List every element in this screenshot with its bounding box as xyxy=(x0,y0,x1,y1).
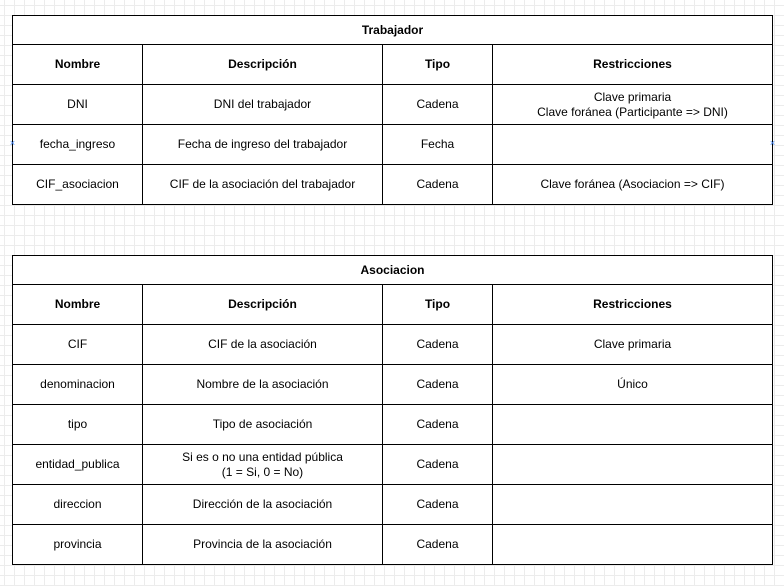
cell-descripcion: Nombre de la asociación xyxy=(143,365,383,404)
cell-nombre: CIF_asociacion xyxy=(13,165,143,204)
cell-tipo: Cadena xyxy=(383,445,493,484)
connection-handle-left[interactable]: × xyxy=(9,138,16,148)
header-tipo: Tipo xyxy=(383,45,493,84)
table-row[interactable] xyxy=(13,365,772,405)
connection-handle-right[interactable]: × xyxy=(769,138,776,148)
cell-restricciones: Clave primaria Clave foránea (Participante => DNI) xyxy=(537,89,728,119)
cell-descripcion: DNI del trabajador xyxy=(143,85,383,124)
table-trabajador[interactable] xyxy=(12,15,773,205)
table-row[interactable] xyxy=(13,405,772,445)
table-row[interactable] xyxy=(13,325,772,365)
cell-descripcion: Dirección de la asociación xyxy=(143,485,383,524)
table-row[interactable] xyxy=(13,525,772,564)
table-row[interactable] xyxy=(13,485,772,525)
header-restricciones: Restricciones xyxy=(593,57,672,71)
cell-tipo: Cadena xyxy=(383,525,493,564)
table-title: Asociacion xyxy=(13,256,772,285)
cell-restricciones: Clave foránea (Asociacion => CIF) xyxy=(540,177,725,191)
cell-descripcion: Tipo de asociación xyxy=(143,405,383,444)
cell-descripcion: Provincia de la asociación xyxy=(143,525,383,564)
cell-nombre: direccion xyxy=(13,485,143,524)
cell-restricciones: Único xyxy=(617,377,648,391)
cell-nombre: CIF xyxy=(13,325,143,364)
header-nombre: Nombre xyxy=(13,45,143,84)
header-nombre: Nombre xyxy=(13,285,143,324)
cell-nombre: DNI xyxy=(13,85,143,124)
cell-descripcion: Si es o no una entidad pública (1 = Si, 0 = No) xyxy=(143,445,383,484)
cell-nombre: provincia xyxy=(13,525,143,564)
header-tipo: Tipo xyxy=(383,285,493,324)
header-restricciones: Restricciones xyxy=(593,297,672,311)
table-header-row xyxy=(13,285,772,325)
cell-restricciones xyxy=(493,125,772,164)
cell-tipo: Cadena xyxy=(383,365,493,404)
cell-descripcion: Fecha de ingreso del trabajador xyxy=(143,125,383,164)
table-row[interactable] xyxy=(13,445,772,485)
cell-restricciones xyxy=(493,525,772,564)
table-title: Trabajador xyxy=(13,16,772,45)
cell-tipo: Fecha xyxy=(383,125,493,164)
table-row[interactable] xyxy=(13,165,772,204)
cell-restricciones: Clave primaria xyxy=(593,337,672,351)
cell-tipo: Cadena xyxy=(383,85,493,124)
cell-nombre: denominacion xyxy=(13,365,143,404)
cell-restricciones xyxy=(493,485,772,524)
table-row[interactable] xyxy=(13,85,772,125)
header-descripcion: Descripción xyxy=(143,285,383,324)
cell-restricciones xyxy=(493,405,772,444)
table-asociacion[interactable] xyxy=(12,255,773,565)
header-descripcion: Descripción xyxy=(143,45,383,84)
cell-tipo: Cadena xyxy=(383,165,493,204)
cell-nombre: tipo xyxy=(13,405,143,444)
cell-tipo: Cadena xyxy=(383,405,493,444)
cell-descripcion: CIF de la asociación xyxy=(143,325,383,364)
cell-nombre: entidad_publica xyxy=(13,445,143,484)
cell-descripcion: CIF de la asociación del trabajador xyxy=(143,165,383,204)
cell-restricciones xyxy=(493,445,772,484)
cell-nombre: fecha_ingreso xyxy=(13,125,143,164)
table-row[interactable] xyxy=(13,125,772,165)
cell-tipo: Cadena xyxy=(383,325,493,364)
table-header-row xyxy=(13,45,772,85)
cell-tipo: Cadena xyxy=(383,485,493,524)
